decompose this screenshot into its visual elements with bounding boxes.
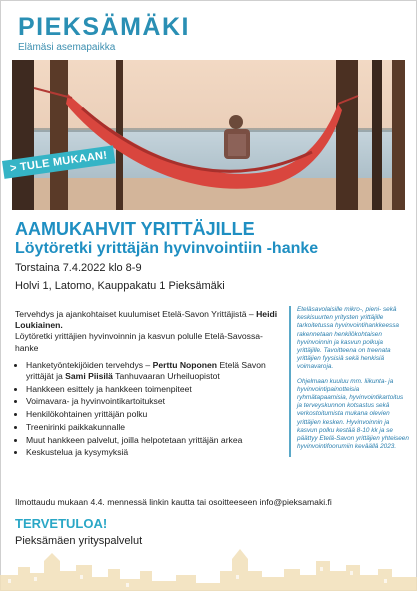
organizer-name: Pieksämäen yrityspalvelut [15,535,143,547]
list-text: Etelä Savon yrittäjät ja [26,359,266,382]
list-item [26,360,285,382]
list-item: • Treenirinki paikkakunnalle [26,422,285,433]
list-text: Hanketyöntekijöiden tervehdys – [26,359,153,370]
list-item: • Muut hankkeen palvelut, joilla helpotetaan yrittäjän arkea [26,435,285,446]
speaker-name: Perttu Noponen [152,359,218,370]
project-info-box [289,306,409,457]
list-item: • Voimavara- ja hyvinvointikartoitukset [26,396,285,407]
welcome-text: TERVETULOA! [15,516,108,531]
event-place: Holvi 1, Latomo, Kauppakatu 1 Pieksämäki [15,280,225,292]
logo-wordmark: PIEKSÄMÄKI [18,13,190,41]
logo-tagline: Elämäsi asemapaikka [18,42,116,53]
page-subtitle: Löytöretki yrittäjän hyvinvointiin -hanke [15,240,319,257]
program-list [15,360,285,459]
page-title: AAMUKAHVIT YRITTÄJILLE [15,219,255,239]
list-item: • Henkilökohtainen yrittäjän polku [26,409,285,420]
program-description: Ohjelmaan kuuluu mm. liikunta- ja hyvinvointipainotteisia ryhmätapaamisia, hyvinvointikartoitus ja terveyskunnon kotsastus sekä verkostoitumista mukana olevien yrittäjien kesken. Hyvinvoinnin ja kasvun polku kestää 8-10 kk ja se päättyy Etelä-Savon yrittäjien yhteiseen hyvinvointifoorumiin keväällä 2023. [297,377,409,451]
hammock-photo [12,60,405,210]
intro-text: Tervehdys ja ajankohtaiset kuulumiset Etelä-Savon Yrittäjistä – [15,309,257,319]
list-item: • Hankkeen esittely ja hankkeen toimenpiteet [26,384,285,395]
list-text: Tanhuvaaran Urheiluopistot [112,371,220,382]
join-badge: > TULE MUKAAN! [2,145,115,178]
pieksamaki-logo [18,14,190,53]
intro-line-2: Löytöretki yrittäjien hyvinvoinnin ja kasvun polulle Etelä-Savossa-hanke [15,331,263,353]
registration-note: Ilmottaudu mukaan 4.4. mennessä linkin kautta tai osoitteeseen info@pieksamaki.fi [15,497,332,507]
speaker-name: Heidi Loukiainen. [15,309,278,331]
town-skyline-graphic [0,531,417,591]
event-date: Torstaina 7.4.2022 klo 8-9 [15,262,142,274]
speaker-name: Sami Piisilä [65,371,113,382]
list-item: • Keskustelua ja kysymyksiä [26,447,285,458]
intro-line-1 [15,309,285,331]
program-section [15,309,285,460]
project-description: Eteläsavolaisille mikro-, pieni- sekä keskisuurten yritysten yrittäjille tarkoitetussa hyvinvointihankkeessa rakennetaan henkilökohtaisen hyvinvoinnin ja kasvun polkuja yrittäjille. Tavoitteena on treenata yrittäjien fyysisiä sekä henkisiä voimavaroja. [297,306,399,371]
